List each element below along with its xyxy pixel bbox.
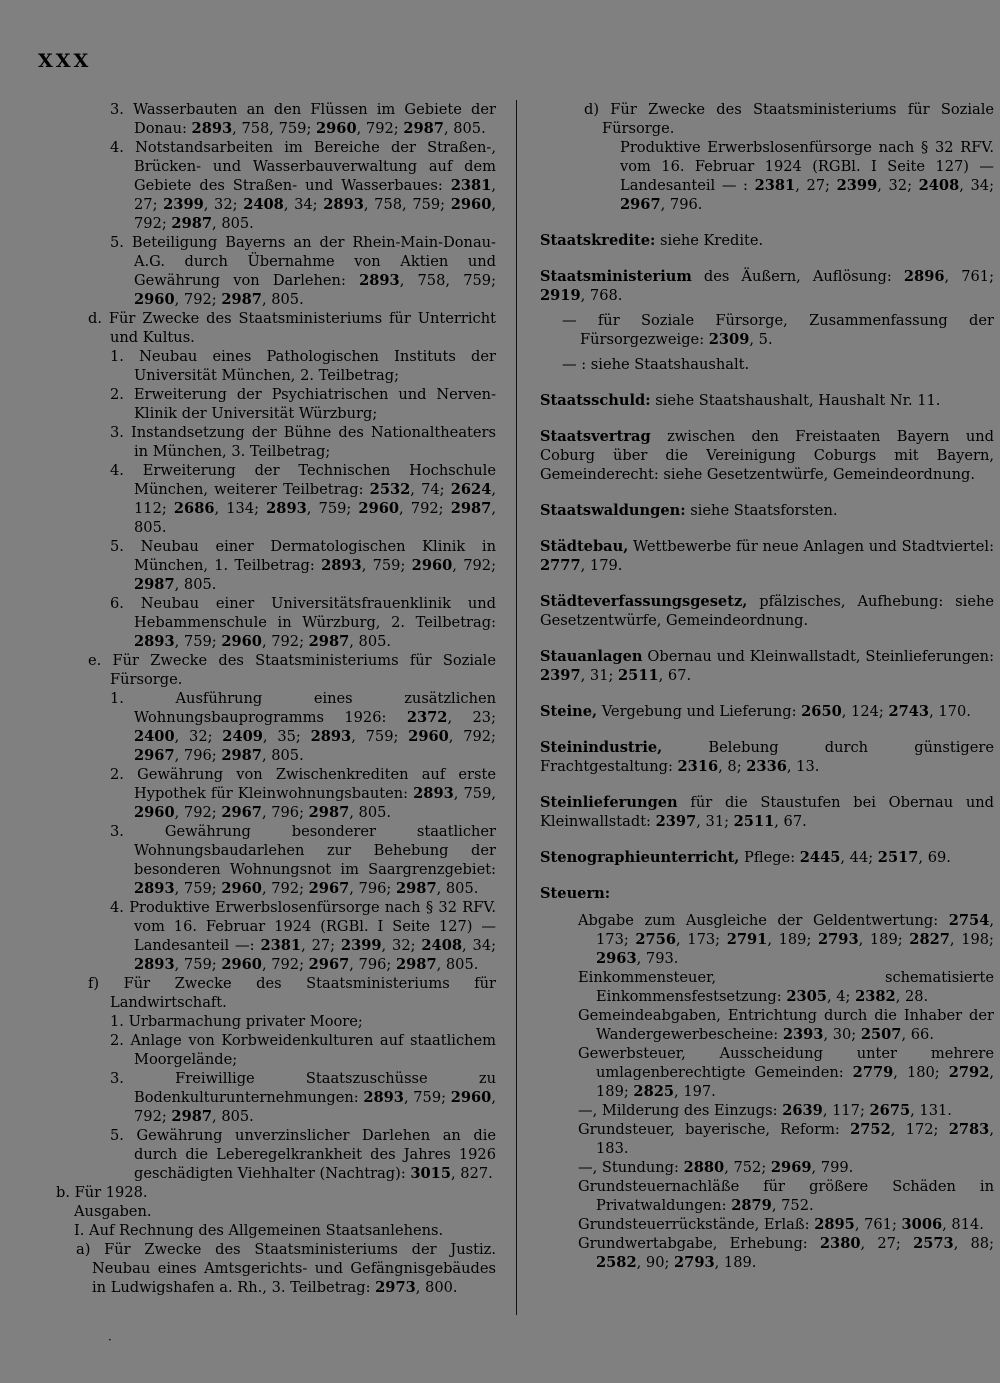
index-entry — [540, 848, 994, 867]
index-entry — [540, 793, 994, 831]
steuern-item: Gewerbsteuer, Ausscheidung unter mehrere umlagenberechtigte Gemeinden: 2779, 180; 2792, 189; 2825, 197. — [578, 1045, 994, 1100]
index-entry — [540, 702, 994, 721]
entry-keyword: Steine, — [540, 703, 598, 720]
entry-keyword: Steuern: — [540, 885, 611, 902]
entry-text: des Äußern, Auflösung: 2896, 761; 2919, 768. — [540, 268, 994, 304]
left-item: 2. Erweiterung der Psychiatrischen und Nerven-Klinik der Universität Würzburg; — [110, 386, 496, 422]
index-entry — [540, 884, 994, 903]
entry-keyword: Steinindustrie, — [540, 739, 663, 756]
entry-text: Belebung durch günstigere Frachtgestaltung: 2316, 8; 2336, 13. — [540, 739, 994, 775]
index-entry — [540, 537, 994, 575]
entry-subitem: — : siehe Staatshaushalt. — [562, 356, 750, 373]
index-entry — [540, 501, 994, 520]
left-item: e. Für Zwecke des Staatsministeriums für Soziale Fürsorge. — [88, 652, 496, 688]
entry-keyword: Staatswaldungen: — [540, 502, 686, 519]
right-item-d-head: d) Für Zwecke des Staatsministeriums für Soziale Fürsorge. — [584, 101, 994, 137]
entry-keyword: Städteverfassungsgesetz, — [540, 593, 748, 610]
left-item: b. Für 1928. — [56, 1184, 148, 1201]
column-divider — [516, 100, 517, 1315]
left-item: 2. Anlage von Korbweidenkulturen auf staatlichem Moorgelände; — [110, 1032, 496, 1068]
left-item: 5. Gewährung unverzinslicher Darlehen an die durch die Leberegelkrankheit des Jahres 1926 geschädigten Viehhalter (Nachtrag): 3015, 827. — [110, 1127, 496, 1182]
page-number: XXX — [38, 50, 92, 72]
entry-text: zwischen den Freistaaten Bayern und Coburg über die Vereinigung Coburgs mit Bayern, Gemeinderecht: siehe Gesetzentwürfe, Gemeindeordnung. — [540, 428, 994, 483]
entry-keyword: Steinlieferungen — [540, 794, 678, 811]
steuern-item: Grundsteuer, bayerische, Reform: 2752, 172; 2783, 183. — [578, 1121, 994, 1157]
left-item: 4. Produktive Erwerbslosenfürsorge nach § 32 RFV. vom 16. Februar 1924 (RGBl. I Seite 127) — Landesanteil —: 2381, 27; 2399, 32; 2408, 34; 2893, 759; 2960, 792; 2967, 796; 2987, 805. — [110, 899, 497, 973]
index-entry — [540, 647, 994, 685]
right-column — [540, 100, 994, 1272]
footer-mark: · — [108, 1333, 112, 1347]
steuern-item: Einkommensteuer, schematisierte Einkommensfestsetzung: 2305, 4; 2382, 28. — [578, 969, 994, 1005]
entry-keyword: Staatsministerium — [540, 268, 692, 285]
steuern-item: —, Stundung: 2880, 752; 2969, 799. — [578, 1159, 854, 1176]
left-item: 1. Neubau eines Pathologischen Instituts der Universität München, 2. Teilbetrag; — [110, 348, 496, 384]
entry-keyword: Staatsschuld: — [540, 392, 651, 409]
index-entry — [540, 267, 994, 374]
entry-keyword: Städtebau, — [540, 538, 629, 555]
entry-text: Wettbewerbe für neue Anlagen und Stadtviertel: 2777, 179. — [540, 538, 994, 574]
entry-text: siehe Staatsforsten. — [685, 502, 838, 519]
left-item: 6. Neubau einer Universitätsfrauenklinik und Hebammenschule in Würzburg, 2. Teilbetrag: 2893, 759; 2960, 792; 2987, 805. — [110, 595, 496, 650]
left-item: 2. Gewährung von Zwischenkrediten auf erste Hypothek für Kleinwohnungsbauten: 2893, 759, 2960, 792; 2967, 796; 2987, 805. — [110, 766, 496, 821]
entry-keyword: Staatsvertrag — [540, 428, 651, 445]
left-item: d. Für Zwecke des Staatsministeriums für Unterricht und Kultus. — [88, 310, 496, 346]
left-item: I. Auf Rechnung des Allgemeinen Staatsanlehens. — [74, 1222, 444, 1239]
steuern-item: Abgabe zum Ausgleiche der Geldentwertung: 2754, 173; 2756, 173; 2791, 189; 2793, 189; 2827, 198; 2963, 793. — [578, 912, 994, 967]
left-item: 5. Beteiligung Bayerns an der Rhein-Main-Donau-A.G. durch Übernahme von Aktien und Gewährung von Darlehen: 2893, 758, 759; 2960, 792; 2987, 805. — [110, 234, 496, 308]
entry-text: pfälzisches, Aufhebung: siehe Gesetzentwürfe, Gemeindeordnung. — [540, 593, 994, 629]
steuern-item: Grundwertabgabe, Erhebung: 2380, 27; 2573, 88; 2582, 90; 2793, 189. — [578, 1235, 995, 1271]
left-item: 1. Ausführung eines zusätzlichen Wohnungsbauprogramms 1926: 2372, 23; 2400, 32; 2409, 35; 2893, 759; 2960, 792; 2967, 796; 2987, 805. — [110, 690, 497, 764]
entry-subitem: — für Soziale Fürsorge, Zusammenfassung der Fürsorgezweige: 2309, 5. — [562, 312, 994, 348]
index-entry — [540, 231, 994, 250]
index-entry — [540, 592, 994, 630]
index-entry — [540, 391, 994, 410]
entry-text: Pflege: 2445, 44; 2517, 69. — [739, 849, 951, 866]
index-entry — [540, 427, 994, 484]
entry-text: siehe Staatshaushalt, Haushalt Nr. 11. — [650, 392, 941, 409]
steuern-item: Grundsteuernachläße für größere Schäden in Privatwaldungen: 2879, 752. — [578, 1178, 994, 1214]
left-item: 1. Urbarmachung privater Moore; — [110, 1013, 363, 1030]
entry-keyword: Staatskredite: — [540, 232, 656, 249]
right-item-d-body: Produktive Erwerbslosenfürsorge nach § 32 RFV. vom 16. Februar 1924 (RGBl. I Seite 127) — Landesanteil — : 2381, 27; 2399, 32; 2408, 34; 2967, 796. — [620, 139, 995, 213]
left-item: f) Für Zwecke des Staatsministeriums für Landwirtschaft. — [88, 975, 496, 1011]
entry-text: für die Staustufen bei Obernau und Kleinwallstadt: 2397, 31; 2511, 67. — [540, 794, 994, 830]
entry-keyword: Stenographieunterricht, — [540, 849, 740, 866]
left-column — [56, 100, 496, 1297]
left-item: 3. Gewährung besonderer staatlicher Wohnungsbaudarlehen zur Behebung der besonderen Wohnungsnot im Saargrenzgebiet: 2893, 759; 2960, 792; 2967, 796; 2987, 805. — [110, 823, 496, 897]
entry-text: siehe Kredite. — [655, 232, 764, 249]
left-item: Ausgaben. — [74, 1203, 152, 1220]
entry-text: Obernau und Kleinwallstadt, Steinlieferungen: 2397, 31; 2511, 67. — [540, 648, 994, 684]
left-item: 3. Instandsetzung der Bühne des Nationaltheaters in München, 3. Teilbetrag; — [110, 424, 496, 460]
steuern-item: Grundsteuerrückstände, Erlaß: 2895, 761; 3006, 814. — [578, 1216, 984, 1233]
left-item: a) Für Zwecke des Staatsministeriums der Justiz. Neubau eines Amtsgerichts- und Gefängnisgebäudes in Ludwigshafen a. Rh., 3. Teilbetrag: 2973, 800. — [76, 1241, 496, 1296]
entry-keyword: Stauanlagen — [540, 648, 643, 665]
steuern-item: —, Milderung des Einzugs: 2639, 117; 2675, 131. — [578, 1102, 952, 1119]
index-entry — [540, 738, 994, 776]
left-item: 3. Wasserbauten an den Flüssen im Gebiete der Donau: 2893, 758, 759; 2960, 792; 2987, 805. — [110, 101, 496, 137]
left-item: 3. Freiwillige Staatszuschüsse zu Bodenkulturunternehmungen: 2893, 759; 2960, 792; 2987, 805. — [110, 1070, 496, 1125]
left-item: 5. Neubau einer Dermatologischen Klinik in München, 1. Teilbetrag: 2893, 759; 2960, 792; 2987, 805. — [110, 538, 496, 593]
left-item: 4. Notstandsarbeiten im Bereiche der Straßen-, Brücken- und Wasserbauverwaltung auf dem Gebiete des Straßen- und Wasserbaues: 2381, 27; 2399, 32; 2408, 34; 2893, 758, 759; 2960, 792; 2987, 805. — [110, 139, 497, 232]
entry-text: Vergebung und Lieferung: 2650, 124; 2743, 170. — [597, 703, 971, 720]
steuern-item: Gemeindeabgaben, Entrichtung durch die Inhaber der Wandergewerbescheine: 2393, 30; 2507, 66. — [578, 1007, 994, 1043]
left-item: 4. Erweiterung der Technischen Hochschule München, weiterer Teilbetrag: 2532, 74; 2624, 112; 2686, 134; 2893, 759; 2960, 792; 2987, 805. — [110, 462, 496, 536]
